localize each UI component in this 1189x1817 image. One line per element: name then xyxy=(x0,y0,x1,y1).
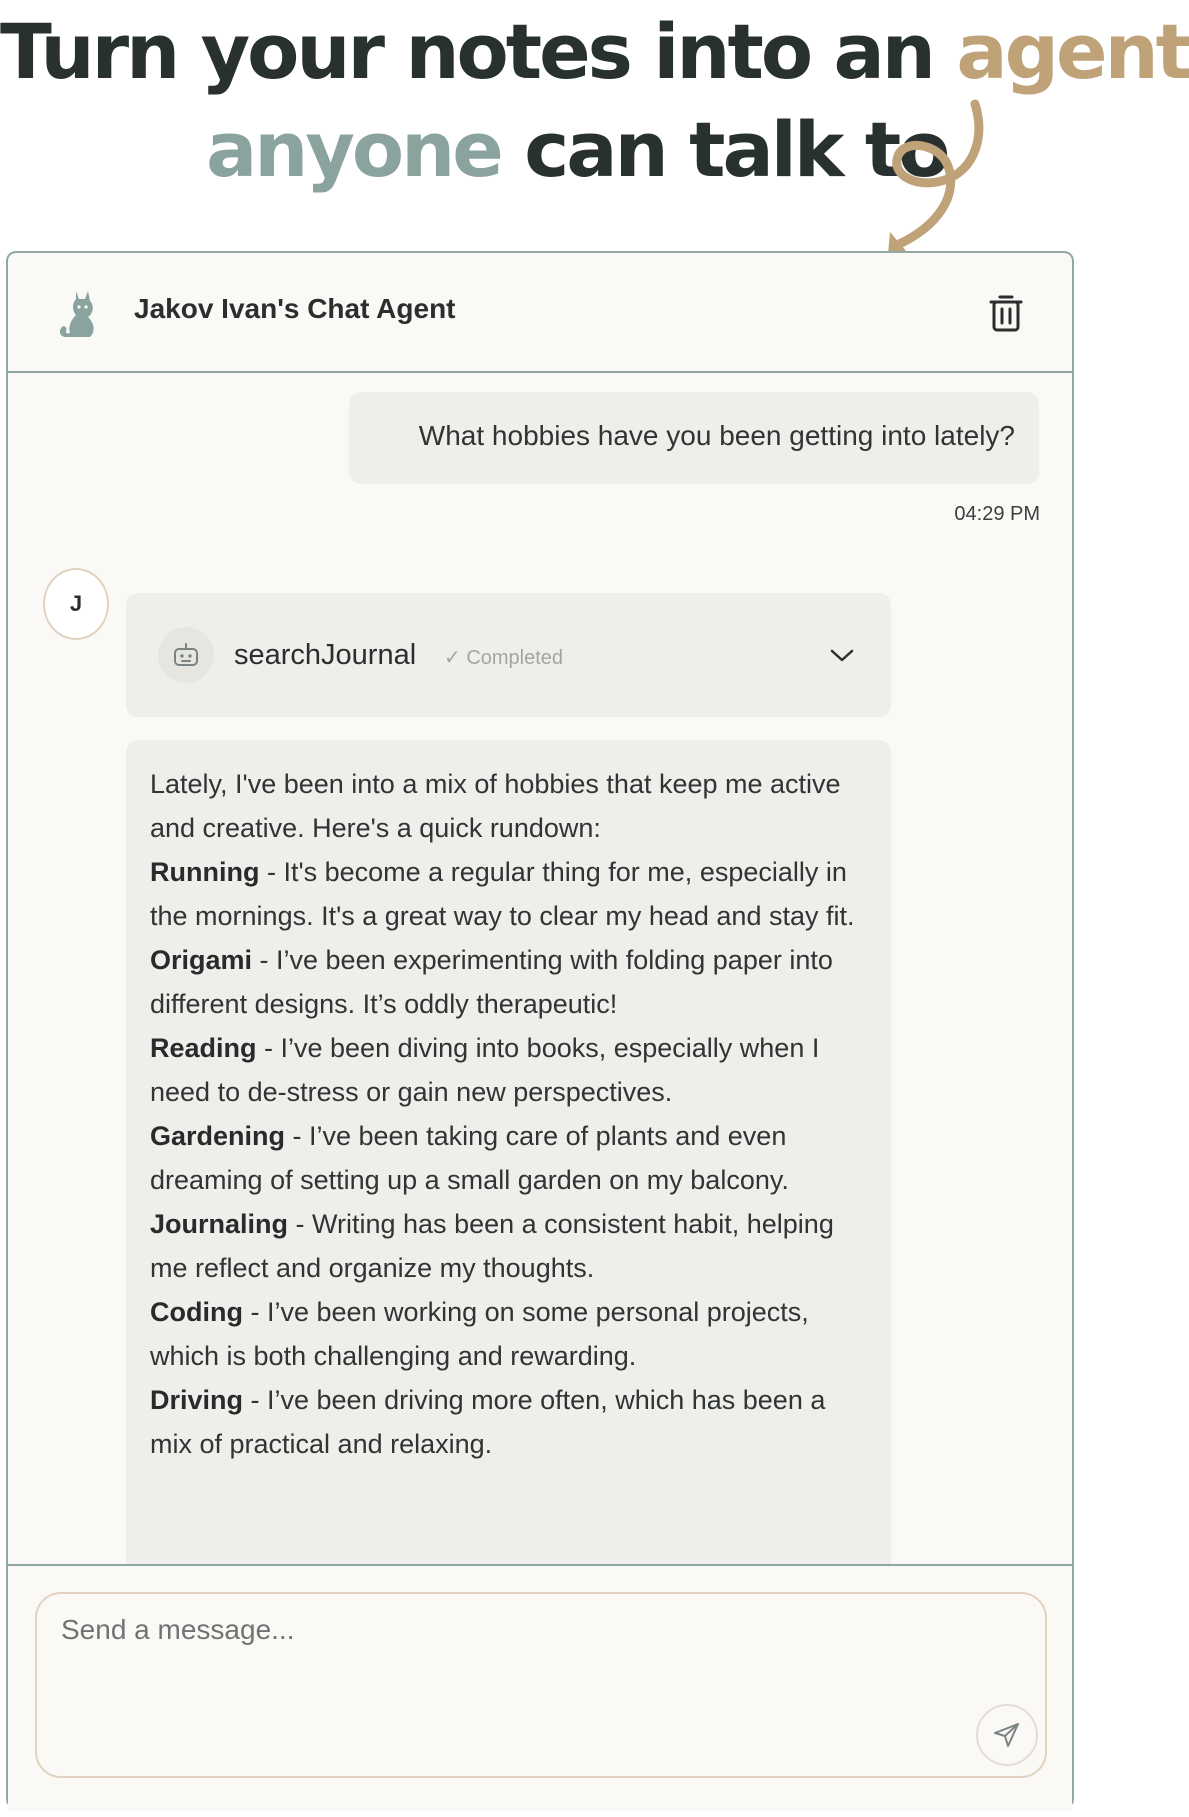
chat-header xyxy=(8,253,1072,373)
hobby-desc: - Writing has been a consistent habit, helping me reflect and organize my thoughts. xyxy=(150,1209,834,1283)
hobby-name: Journaling xyxy=(150,1209,289,1239)
send-icon xyxy=(992,1720,1022,1750)
headline-line-1 xyxy=(0,7,1189,96)
agent-title: Jakov Ivan's Chat Agent xyxy=(134,293,456,324)
hobby-desc: - I’ve been driving more often, which has been a mix of practical and relaxing. xyxy=(150,1385,826,1459)
hobby-item xyxy=(150,938,867,1026)
assistant-avatar: J xyxy=(43,568,109,640)
hobby-name: Coding xyxy=(150,1297,243,1327)
headline-suffix: can talk to xyxy=(500,105,948,194)
composer xyxy=(35,1592,1047,1778)
message-timestamp: 04:29 PM xyxy=(954,503,1040,525)
chat-panel xyxy=(6,251,1074,1809)
composer-area xyxy=(8,1564,1072,1811)
message-input[interactable] xyxy=(61,1614,941,1734)
tool-call-card[interactable] xyxy=(126,593,891,717)
user-message-bubble: What hobbies have you been getting into lately? xyxy=(349,392,1039,484)
hobby-name: Driving xyxy=(150,1385,244,1415)
hobby-item xyxy=(150,1202,867,1290)
answer-intro: Lately, I've been into a mix of hobbies that keep me active and creative. Here's a quick rundown: xyxy=(150,769,841,843)
hobby-item xyxy=(150,1378,867,1466)
headline-accent-agent: agent xyxy=(956,7,1189,96)
hobby-item xyxy=(150,1290,867,1378)
tool-status: ✓ Completed xyxy=(444,647,564,669)
swirl-arrow-icon xyxy=(880,96,1000,276)
tool-name: searchJournal xyxy=(234,639,417,671)
hobby-item xyxy=(150,850,867,938)
hobby-desc: - I’ve been diving into books, especially when I need to de-stress or gain new perspectives. xyxy=(150,1033,820,1107)
hobby-item xyxy=(150,1114,867,1202)
headline-accent-anyone: anyone xyxy=(206,105,501,194)
headline-prefix: Turn your notes into an xyxy=(0,7,957,96)
chevron-down-icon[interactable] xyxy=(826,641,858,669)
headline xyxy=(0,0,1189,250)
hobby-item xyxy=(150,1026,867,1114)
hobby-desc: - It's become a regular thing for me, especially in the mornings. It's a great way to clear my head and stay fit. xyxy=(150,857,855,931)
hobby-desc: - I’ve been taking care of plants and even dreaming of setting up a small garden on my balcony. xyxy=(150,1121,789,1195)
send-button[interactable] xyxy=(976,1704,1038,1766)
trash-icon[interactable] xyxy=(986,291,1026,335)
cat-icon xyxy=(54,285,106,341)
robot-icon xyxy=(158,627,214,683)
hobby-name: Origami xyxy=(150,945,253,975)
hobby-desc: - I’ve been working on some personal projects, which is both challenging and rewarding. xyxy=(150,1297,809,1371)
hobby-desc: - I’ve been experimenting with folding paper into different designs. It’s oddly therapeutic! xyxy=(150,945,833,1019)
hobby-name: Reading xyxy=(150,1033,257,1063)
hobby-name: Gardening xyxy=(150,1121,286,1151)
hobby-name: Running xyxy=(150,857,260,887)
assistant-message-bubble xyxy=(126,740,891,1640)
